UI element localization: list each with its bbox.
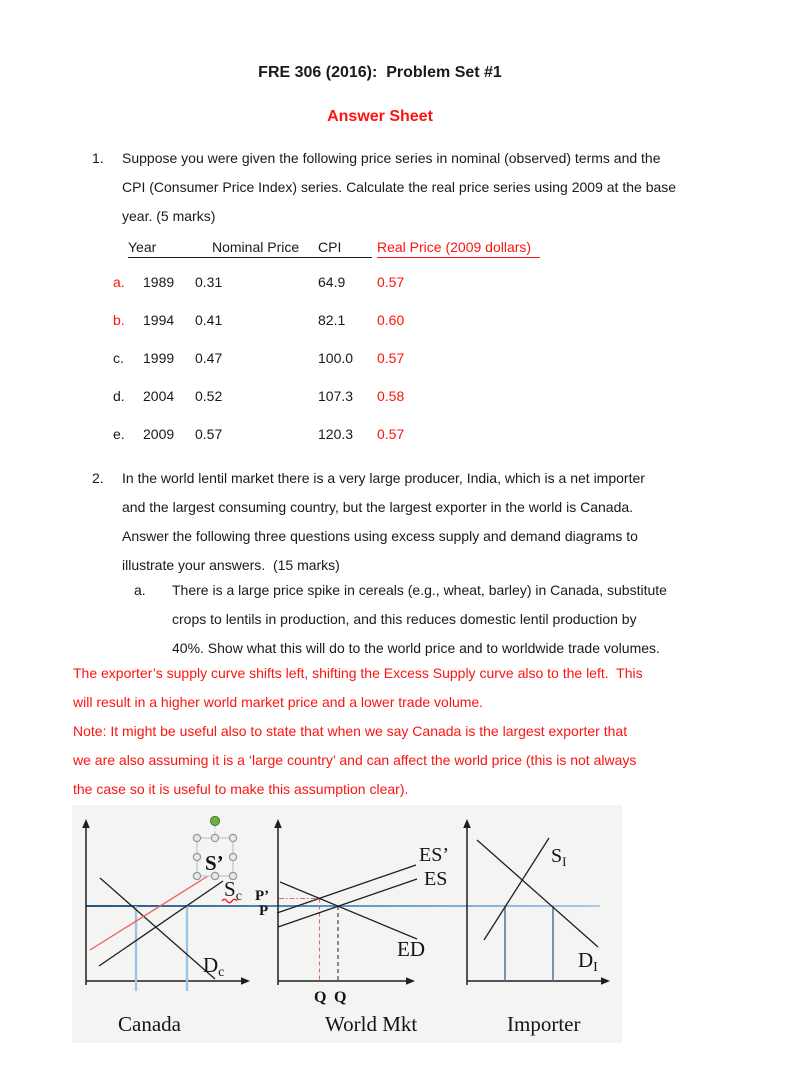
answer-line: Note: It might be useful also to state that when we say Canada is the largest exporter that xyxy=(73,723,628,739)
row-label: d. xyxy=(113,388,125,404)
world-y-axis-arrow-icon xyxy=(274,819,282,828)
q1-line: year. (5 marks) xyxy=(122,208,216,224)
page-title: FRE 306 (2016): Problem Set #1 xyxy=(258,64,502,81)
row-nominal: 0.31 xyxy=(195,274,223,290)
world-price-label: P xyxy=(259,903,269,919)
row-label: b. xyxy=(113,312,125,328)
q2-line: In the world lentil market there is a very large producer, India, which is a net importer xyxy=(122,470,645,486)
q2a-line: 40%. Show what this will do to the world price and to worldwide trade volumes. xyxy=(172,640,660,656)
row-nominal: 0.52 xyxy=(195,388,223,404)
world-new-quantity-label: Q xyxy=(314,989,327,1006)
table-header-cpi: CPI xyxy=(318,239,342,255)
row-real: 0.57 xyxy=(377,350,405,366)
row-cpi: 120.3 xyxy=(318,426,354,442)
table-header-real-price xyxy=(377,237,540,258)
answer-line: the case so it is useful to make this assumption clear). xyxy=(73,781,409,797)
world-excess-supply-shifted-label: ES’ xyxy=(419,844,449,866)
world-price-line xyxy=(86,905,600,907)
canada-x-axis-arrow-icon xyxy=(241,977,250,984)
answer-sheet-heading: Answer Sheet xyxy=(327,108,433,125)
world-excess-supply-label: ES xyxy=(424,868,448,890)
row-year: 2004 xyxy=(143,388,175,404)
selection-handle[interactable] xyxy=(193,853,200,860)
q1-number: 1. xyxy=(92,150,104,166)
row-cpi: 64.9 xyxy=(318,274,346,290)
row-cpi: 100.0 xyxy=(318,350,354,366)
world-quantity-label: Q xyxy=(334,989,347,1006)
trade-diagram-figure[interactable] xyxy=(72,805,622,1043)
importer-supply-label: $S_I$ xyxy=(551,845,567,869)
canada-supply-shifted-label: S’ xyxy=(205,851,224,875)
row-label: c. xyxy=(113,350,124,366)
q2a-label: a. xyxy=(134,582,146,598)
answer-line: we are also assuming it is a ‘large country’ and can affect the world price (this is not always xyxy=(73,752,637,768)
selection-handle[interactable] xyxy=(211,834,218,841)
table-header-real-price-label: Real Price (2009 dollars) xyxy=(377,239,532,255)
row-nominal: 0.41 xyxy=(195,312,223,328)
table-header-nominal: Nominal Price xyxy=(212,239,300,255)
row-real: 0.57 xyxy=(377,274,405,290)
world-new-price-label: P’ xyxy=(255,888,270,904)
world-excess-supply-curve xyxy=(278,879,417,927)
world-x-axis-arrow-icon xyxy=(406,977,415,984)
row-cpi: 82.1 xyxy=(318,312,346,328)
row-year: 1999 xyxy=(143,350,175,366)
row-nominal: 0.57 xyxy=(195,426,223,442)
selection-handle[interactable] xyxy=(193,834,200,841)
importer-x-axis-arrow-icon xyxy=(601,977,610,984)
row-label: a. xyxy=(113,274,125,290)
row-label: e. xyxy=(113,426,125,442)
importer-supply-curve xyxy=(484,838,549,940)
canada-demand-curve xyxy=(100,878,215,979)
world-excess-demand-curve xyxy=(280,882,417,939)
importer-y-axis-arrow-icon xyxy=(463,819,471,828)
selection-handle[interactable] xyxy=(193,872,200,879)
q2-line: Answer the following three questions using excess supply and demand diagrams to xyxy=(122,528,638,544)
row-year: 1994 xyxy=(143,312,175,328)
row-real: 0.60 xyxy=(377,312,405,328)
answer-line: The exporter’s supply curve shifts left, shifting the Excess Supply curve also to the left. This xyxy=(73,665,643,681)
canada-caption: Canada xyxy=(118,1012,181,1036)
importer-caption: Importer xyxy=(507,1012,581,1036)
q1-line: CPI (Consumer Price Index) series. Calculate the real price series using 2009 at the base xyxy=(122,179,677,195)
selection-handle[interactable] xyxy=(229,853,236,860)
table-header-black-group xyxy=(128,237,372,258)
importer-demand-label: DI xyxy=(578,948,598,975)
trade-diagram-svg xyxy=(72,805,622,1043)
canada-demand-label: Dc xyxy=(203,953,225,980)
canada-supply-shifted-curve xyxy=(90,876,208,950)
row-nominal: 0.47 xyxy=(195,350,223,366)
q2-line: illustrate your answers. (15 marks) xyxy=(122,557,340,573)
world-excess-demand-label: ED xyxy=(397,937,425,961)
canada-y-axis-arrow-icon xyxy=(82,819,90,828)
selection-handle[interactable] xyxy=(229,834,236,841)
q2a-line: There is a large price spike in cereals (e.g., wheat, barley) in Canada, substitute xyxy=(172,582,667,598)
table-header-year: Year xyxy=(128,239,157,255)
row-real: 0.58 xyxy=(377,388,405,404)
answer-line: will result in a higher world market price and a lower trade volume. xyxy=(73,694,484,710)
row-year: 2009 xyxy=(143,426,175,442)
q2a-line: crops to lentils in production, and this reduces domestic lentil production by xyxy=(172,611,637,627)
q2-number: 2. xyxy=(92,470,104,486)
q2-line: and the largest consuming country, but the largest exporter in the world is Canada. xyxy=(122,499,634,515)
rotate-handle[interactable] xyxy=(210,816,219,825)
row-cpi: 107.3 xyxy=(318,388,354,404)
row-real: 0.57 xyxy=(377,426,405,442)
canada-supply-label: Sc xyxy=(224,877,242,904)
world-caption: World Mkt xyxy=(325,1012,418,1036)
row-year: 1989 xyxy=(143,274,175,290)
q1-line: Suppose you were given the following price series in nominal (observed) terms and the xyxy=(122,150,661,166)
